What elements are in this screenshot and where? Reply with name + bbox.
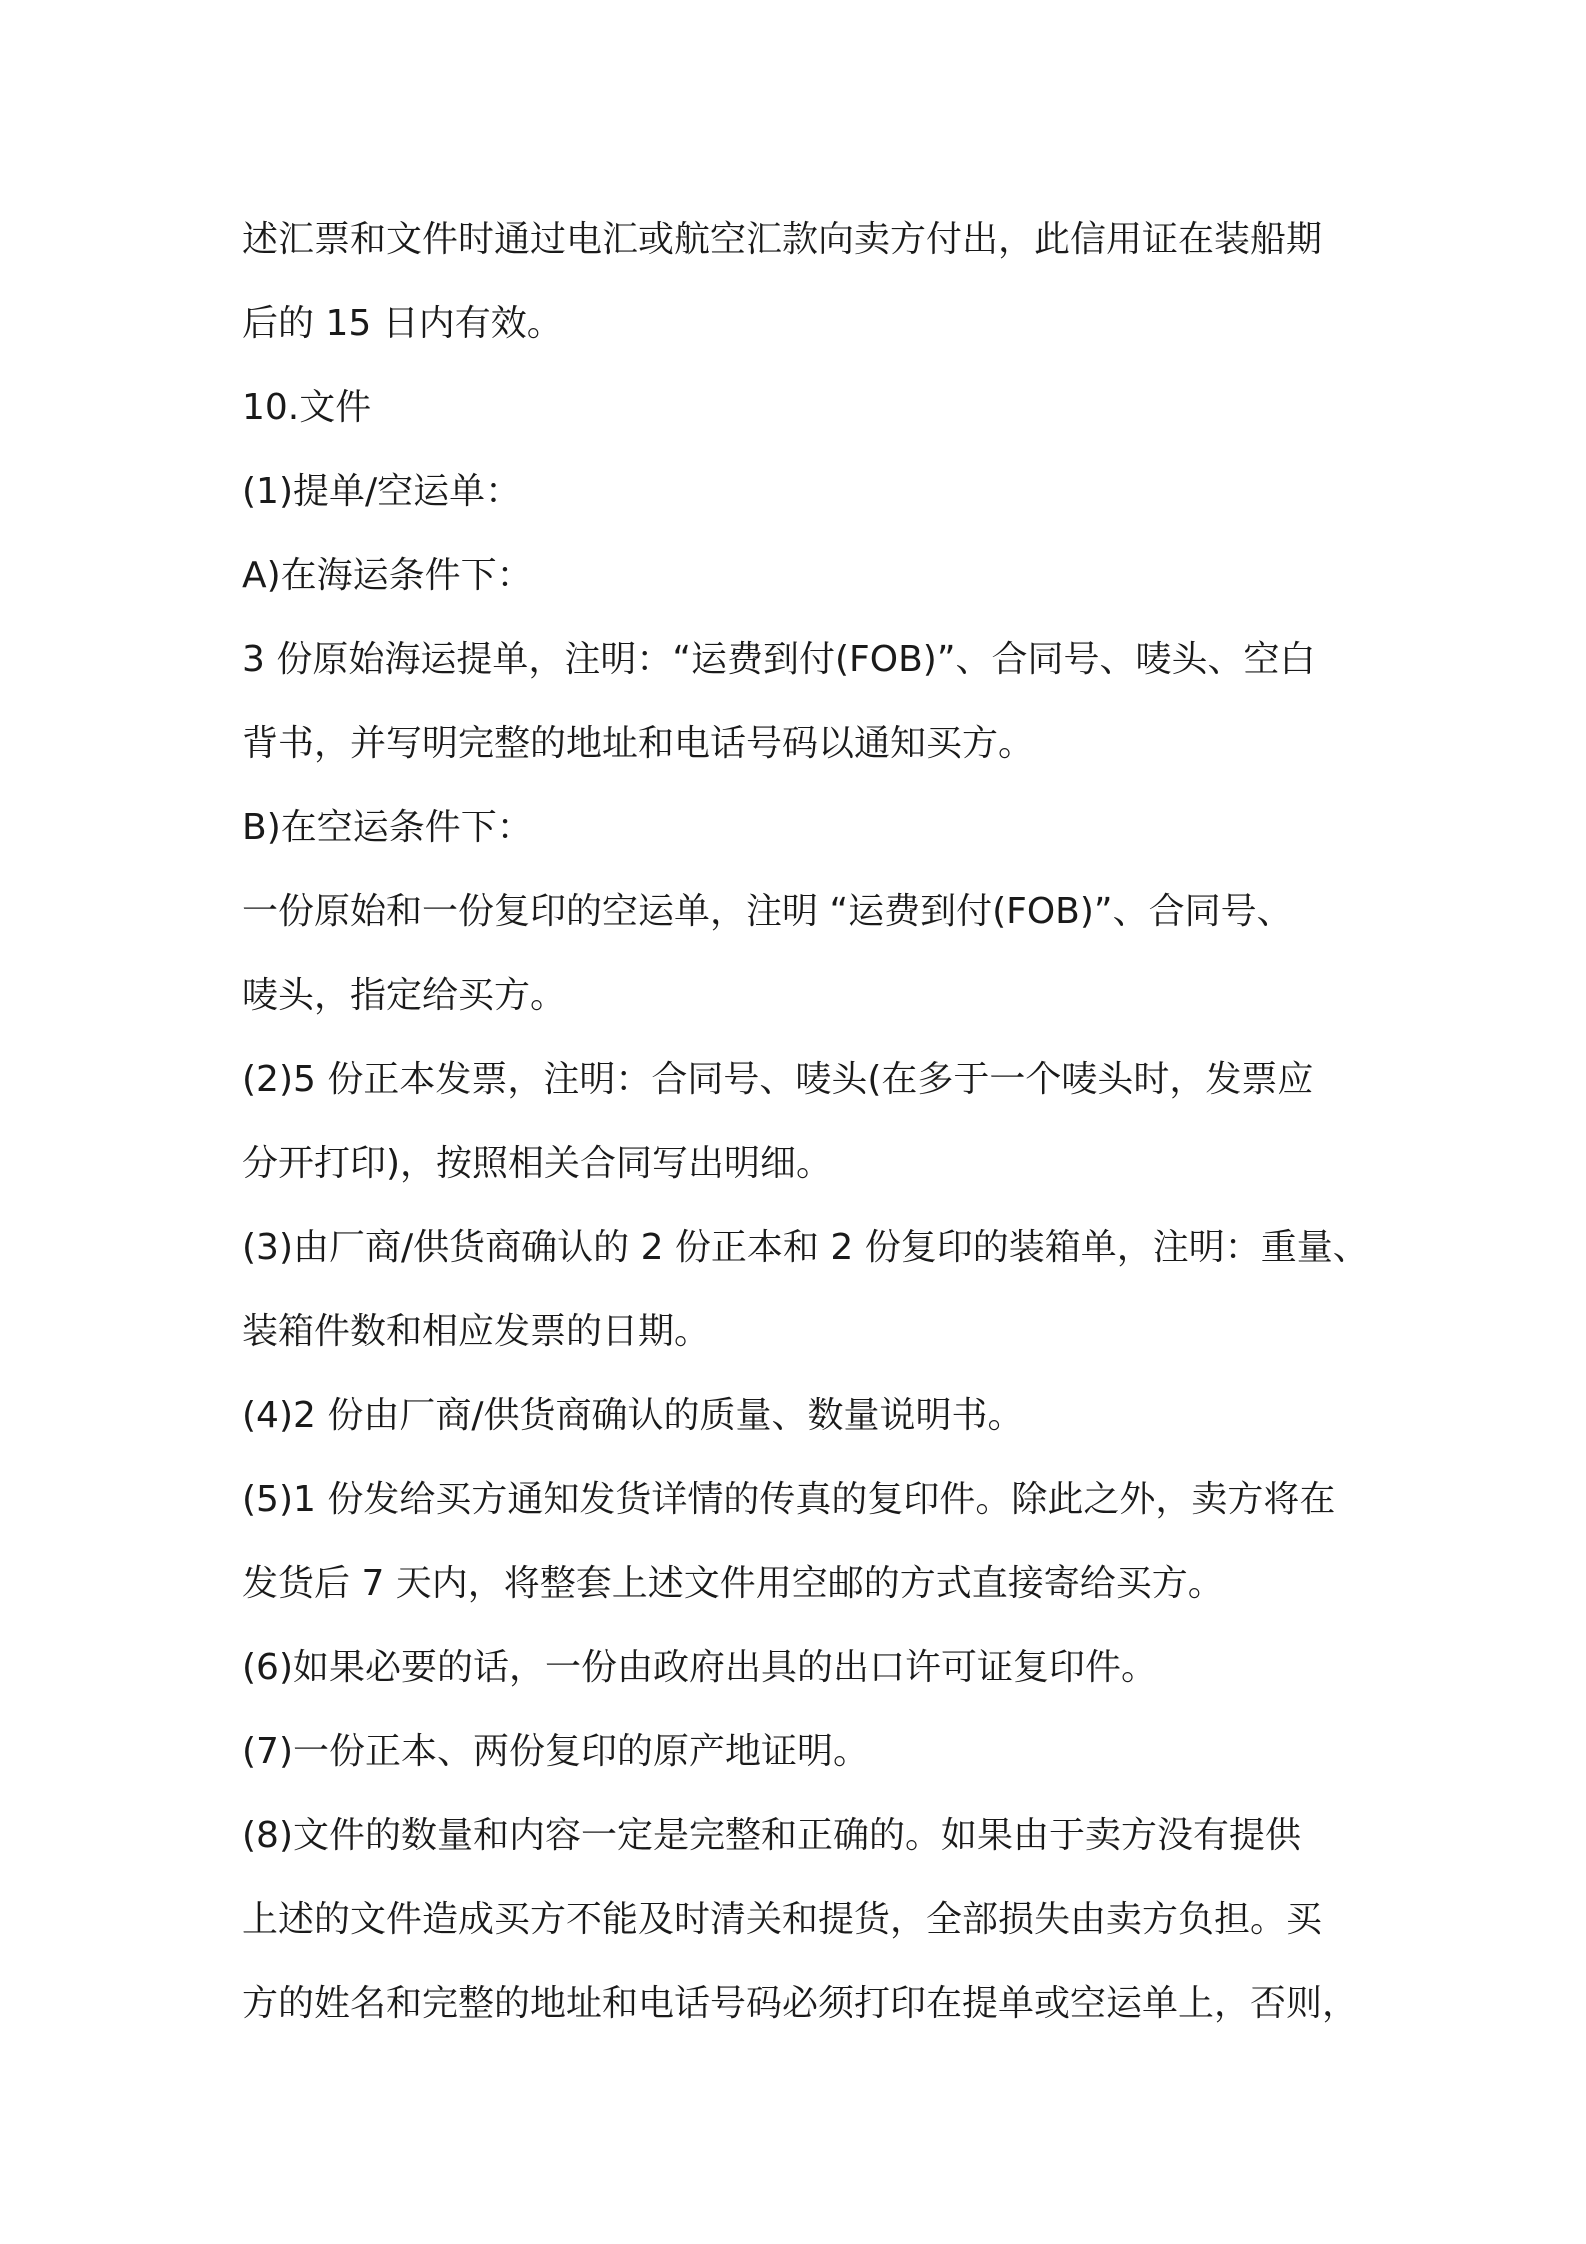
text-line: 后的 15 日内有效。 <box>242 303 563 344</box>
text-line: 3 份原始海运提单，注明：“运费到付(FOB)”、合同号、唛头、空白 <box>242 639 1316 680</box>
text-line: 述汇票和文件时通过电汇或航空汇款向卖方付出，此信用证在装船期 <box>242 219 1323 260</box>
text-line: 背书，并写明完整的地址和电话号码以通知买方。 <box>242 723 1035 764</box>
text-line: 方的姓名和完整的地址和电话号码必须打印在提单或空运单上，否则， <box>242 1983 1359 2024</box>
text-line: 唛头，指定给买方。 <box>242 975 567 1016</box>
text-line: A)在海运条件下： <box>242 555 533 596</box>
text-line: (7)一份正本、两份复印的原产地证明。 <box>242 1731 869 1772</box>
text-line: (5)1 份发给买方通知发货详情的传真的复印件。除此之外，卖方将在 <box>242 1479 1336 1520</box>
text-line: 一份原始和一份复印的空运单，注明 “运费到付(FOB)”、合同号、 <box>242 891 1293 932</box>
text-line: 装箱件数和相应发票的日期。 <box>242 1311 711 1352</box>
text-line: 上述的文件造成买方不能及时清关和提货，全部损失由卖方负担。买 <box>242 1899 1323 1940</box>
text-line: 发货后 7 天内，将整套上述文件用空邮的方式直接寄给买方。 <box>242 1563 1224 1604</box>
text-line: (1)提单/空运单： <box>242 471 522 512</box>
text-line: (3)由厂商/供货商确认的 2 份正本和 2 份复印的装箱单，注明：重量、 <box>242 1227 1369 1268</box>
text-line: 分开打印)，按照相关合同写出明细。 <box>242 1143 833 1184</box>
text-line: (2)5 份正本发票，注明：合同号、唛头(在多于一个唛头时，发票应 <box>242 1059 1314 1100</box>
text-line: (4)2 份由厂商/供货商确认的质量、数量说明书。 <box>242 1395 1024 1436</box>
text-line: (8)文件的数量和内容一定是完整和正确的。如果由于卖方没有提供 <box>242 1815 1301 1856</box>
section-heading: 10.文件 <box>242 387 372 428</box>
document-body <box>242 198 1372 2046</box>
text-line: (6)如果必要的话，一份由政府出具的出口许可证复印件。 <box>242 1647 1157 1688</box>
text-line: B)在空运条件下： <box>242 807 533 848</box>
